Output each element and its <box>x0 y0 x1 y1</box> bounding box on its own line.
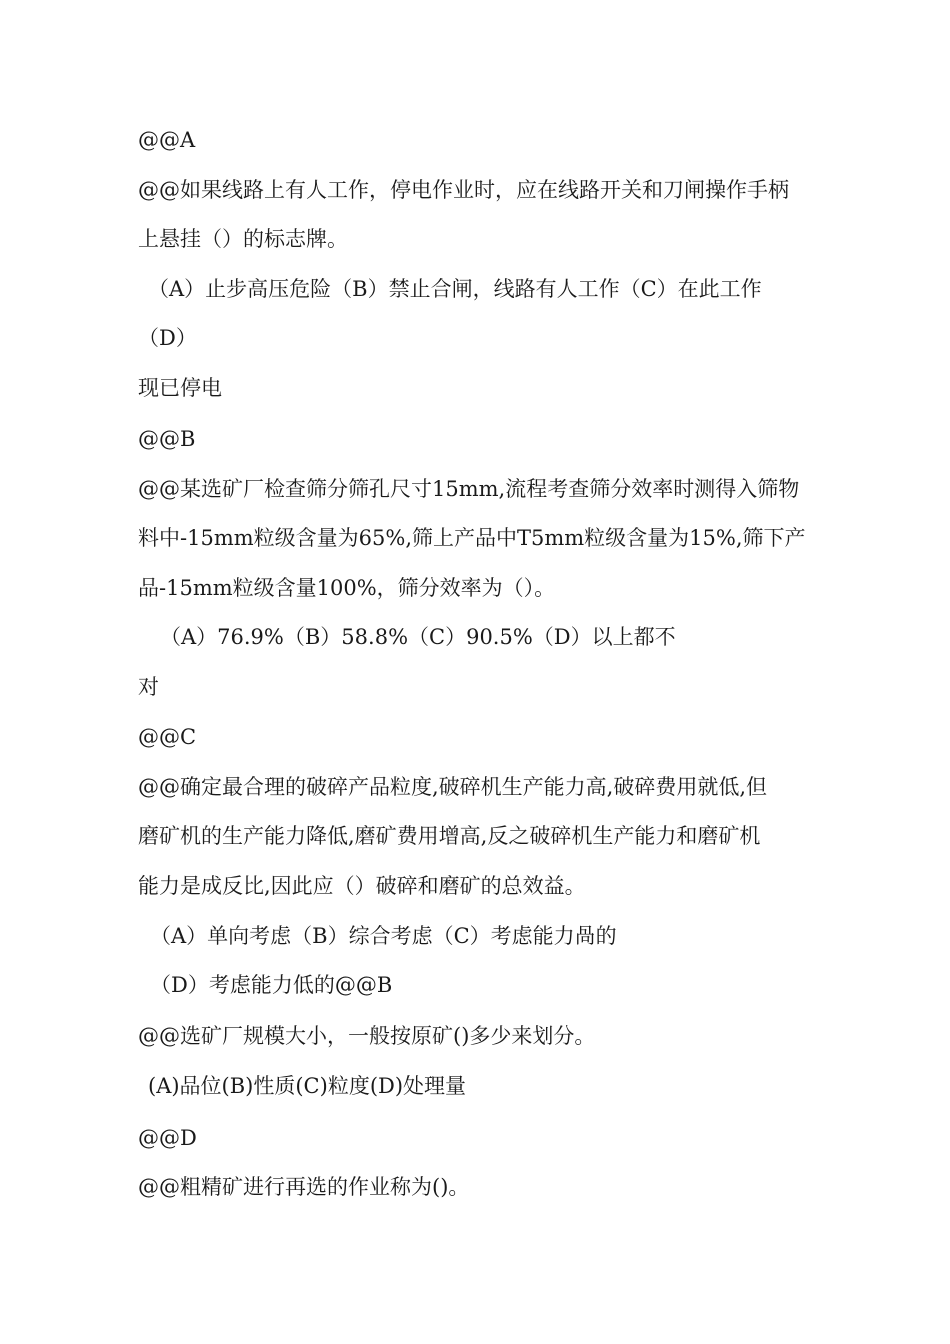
options-text: （D） <box>138 326 197 350</box>
answer-marker: @@B <box>138 427 196 451</box>
question-text: 料中-15mm粒级含量为65%,筛上产品中T5mm粒级含量为15%,筛下产 <box>138 526 806 550</box>
question-text: 上悬挂（）的标志牌。 <box>138 227 348 251</box>
question-text: @@粗精矿进行再选的作业称为()。 <box>138 1175 470 1199</box>
answer-marker: @@C <box>138 725 197 749</box>
options-text: （D）考虑能力低的@@B <box>150 973 393 997</box>
question-text: @@确定最合理的破碎产品粒度,破碎机生产能力高,破碎费用就低,但 <box>138 775 768 799</box>
options-text: (A)品位(B)性质(C)粒度(D)处理量 <box>148 1074 467 1098</box>
question-text: @@某选矿厂检查筛分筛孔尺寸15mm,流程考查筛分效率时测得入筛物 <box>138 477 800 501</box>
options-text: （A）76.9%（B）58.8%（C）90.5%（D）以上都不 <box>160 625 676 649</box>
question-text: @@选矿厂规模大小，一般按原矿()多少来划分。 <box>138 1024 596 1048</box>
options-text: （A）单向考虑（B）综合考虑（C）考虑能力咼的 <box>150 924 617 948</box>
options-text: 现已停电 <box>138 376 222 400</box>
answer-marker: @@A <box>138 128 196 152</box>
question-text: @@如果线路上有人工作，停电作业时，应在线路开关和刀闸操作手柄 <box>138 178 789 202</box>
options-text: 对 <box>138 675 159 699</box>
answer-marker: @@D <box>138 1126 197 1150</box>
question-text: 能力是成反比,因此应（）破碎和磨矿的总效益。 <box>138 874 586 898</box>
options-text: （A）止步高压危险（B）禁止合闸，线路有人工作（C）在此工作 <box>148 277 762 301</box>
question-text: 磨矿机的生产能力降低,磨矿费用增高,反之破碎机生产能力和磨矿机 <box>138 824 761 848</box>
question-text: 品-15mm粒级含量100%，筛分效率为（）。 <box>138 576 556 600</box>
